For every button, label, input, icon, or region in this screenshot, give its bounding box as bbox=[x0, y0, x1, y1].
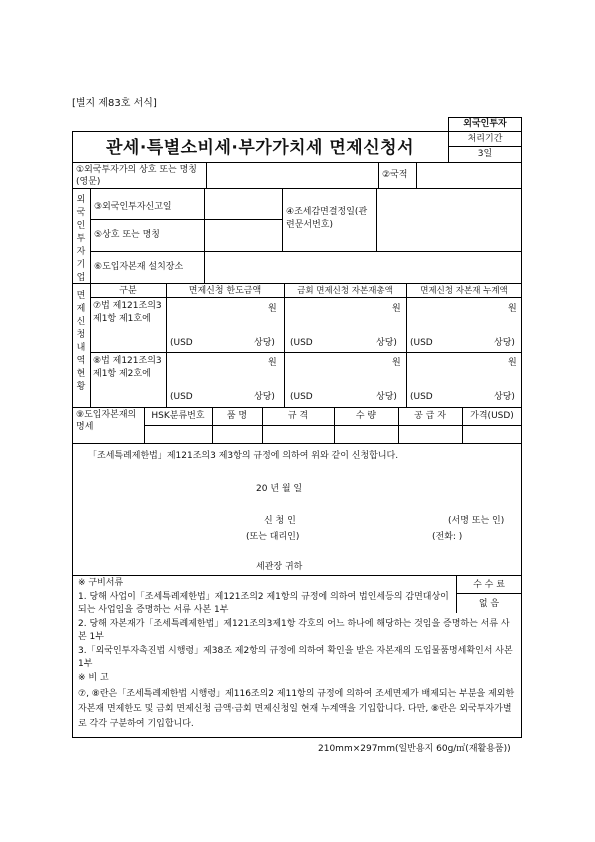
goods-col-qty: 수 량 bbox=[355, 411, 377, 421]
row8-limit-usd-close: 상당) bbox=[254, 392, 275, 402]
tariff-decision-label: ④조세감면결정일(관련문서번호) bbox=[286, 207, 368, 230]
recipient-label: 세관장 귀하 bbox=[256, 562, 303, 572]
docs-title: ※ 구비서류 bbox=[78, 578, 124, 588]
applicant-label: 신 청 인 bbox=[264, 516, 296, 526]
exemption-col-cumulative: 면제신청 자본재 누계액 bbox=[420, 286, 508, 296]
note-title: ※ 비 고 bbox=[78, 673, 109, 683]
processing-period-label: 처리기간 bbox=[467, 134, 503, 144]
row7-limit-won: 원 bbox=[268, 304, 277, 314]
row7-cumulative-usd-close: 상당) bbox=[494, 338, 515, 348]
processing-period-value: 3일 bbox=[477, 149, 493, 159]
row8-limit-won: 원 bbox=[268, 358, 277, 368]
exemption-col-current: 금회 면제신청 자본재총액 bbox=[297, 286, 393, 296]
declaration-text: 「조세특례제한법」제121조의3 제3항의 규정에 의하여 위와 같이 신청합니다. bbox=[88, 451, 399, 461]
row8-label: ⑧법 제121조의3 제1항 제2호에 bbox=[93, 356, 162, 379]
row8-limit-usd-open: (USD bbox=[170, 392, 193, 402]
enterprise-name-label: ⑤상호 또는 명칭 bbox=[94, 230, 160, 240]
exemption-col-category: 구분 bbox=[119, 286, 137, 296]
row8-current-won: 원 bbox=[392, 358, 401, 368]
fee-value: 없 음 bbox=[478, 599, 500, 609]
docs-item-3: 3.「외국인투자촉진법 시행령」제38조 제2항의 규정에 의하여 확인을 받은 자본재의 도입물품명세확인서 사본 1부 bbox=[78, 646, 513, 669]
row8-current-usd-close: 상당) bbox=[376, 392, 397, 402]
row7-cumulative-won: 원 bbox=[508, 304, 517, 314]
enterprise-side-label: 외국인투자기업 bbox=[76, 195, 86, 283]
row7-limit-usd-close: 상당) bbox=[254, 338, 275, 348]
row8-current-usd-open: (USD bbox=[290, 392, 313, 402]
declaration-date: 20 년 월 일 bbox=[256, 484, 303, 494]
row8-cumulative-usd-close: 상당) bbox=[494, 392, 515, 402]
company-name-label: ①외국투자가의 상호 또는 명칭(영문) bbox=[76, 165, 197, 187]
category-label: 외국인투자 bbox=[463, 119, 507, 129]
goods-side-label: ⑨도입자본재의 명세 bbox=[76, 410, 137, 432]
exemption-side-label: 면제신청내역현황 bbox=[76, 291, 86, 392]
report-date-label: ③외국인투자신고일 bbox=[94, 202, 172, 212]
row8-cumulative-usd-open: (USD bbox=[410, 392, 433, 402]
signature-label: (서명 또는 인) bbox=[448, 516, 505, 526]
form-title: 관세·특별소비세·부가가치세 면제신청서 bbox=[105, 138, 414, 158]
exemption-col-limit: 면제신청 한도금액 bbox=[188, 286, 262, 296]
agent-label: (또는 대리인) bbox=[246, 532, 300, 542]
install-place-label: ⑥도입자본재 설치장소 bbox=[94, 262, 184, 272]
fee-label: 수 수 료 bbox=[473, 580, 505, 590]
goods-col-supplier: 공 급 자 bbox=[414, 411, 446, 421]
row7-current-usd-close: 상당) bbox=[376, 338, 397, 348]
row7-current-won: 원 bbox=[392, 304, 401, 314]
row8-cumulative-won: 원 bbox=[508, 358, 517, 368]
form-number-label: [별지 제83호 서식] bbox=[72, 98, 157, 109]
goods-col-price: 가격(USD) bbox=[470, 411, 514, 421]
docs-item-1: 1. 당해 사업이「조세특례제한법」제121조의2 제1항의 규정에 의하여 법인세등의 감면대상이 되는 사업임을 증명하는 서류 사본 1부 bbox=[78, 592, 449, 615]
row7-current-usd-open: (USD bbox=[290, 338, 313, 348]
paper-size-footer: 210mm×297mm(일반용지 60g/㎡(재활용품)) bbox=[318, 744, 511, 754]
row7-label: ⑦법 제121조의3 제1항 제1호에 bbox=[93, 301, 162, 324]
row7-cumulative-usd-open: (USD bbox=[410, 338, 433, 348]
nationality-label: ②국적 bbox=[382, 170, 408, 180]
goods-col-name: 품 명 bbox=[226, 411, 248, 421]
goods-col-hsk: HSK분류번호 bbox=[151, 411, 205, 421]
goods-col-spec: 규 격 bbox=[287, 411, 309, 421]
row7-limit-usd-open: (USD bbox=[170, 338, 193, 348]
docs-item-2: 2. 당해 자본재가「조세특례제한법」제121조의3제1항 각호의 어느 하나에 해당하는 것임을 증명하는 서류 사본 1부 bbox=[78, 619, 510, 642]
phone-label: (전화: ) bbox=[432, 532, 463, 542]
note-text: ⑦, ⑧란은「조세특례제한법 시행령」제116조의2 제11항의 규정에 의하여 조세면제가 배제되는 부분을 제외한 자본재 면제한도 및 금회 면제신청 금액·금회 면제신청일 현재 누계액을 기입합니다. 다만, ⑧란은 외국투자가별로 각각 구분하여 기입합니다. bbox=[78, 689, 515, 729]
